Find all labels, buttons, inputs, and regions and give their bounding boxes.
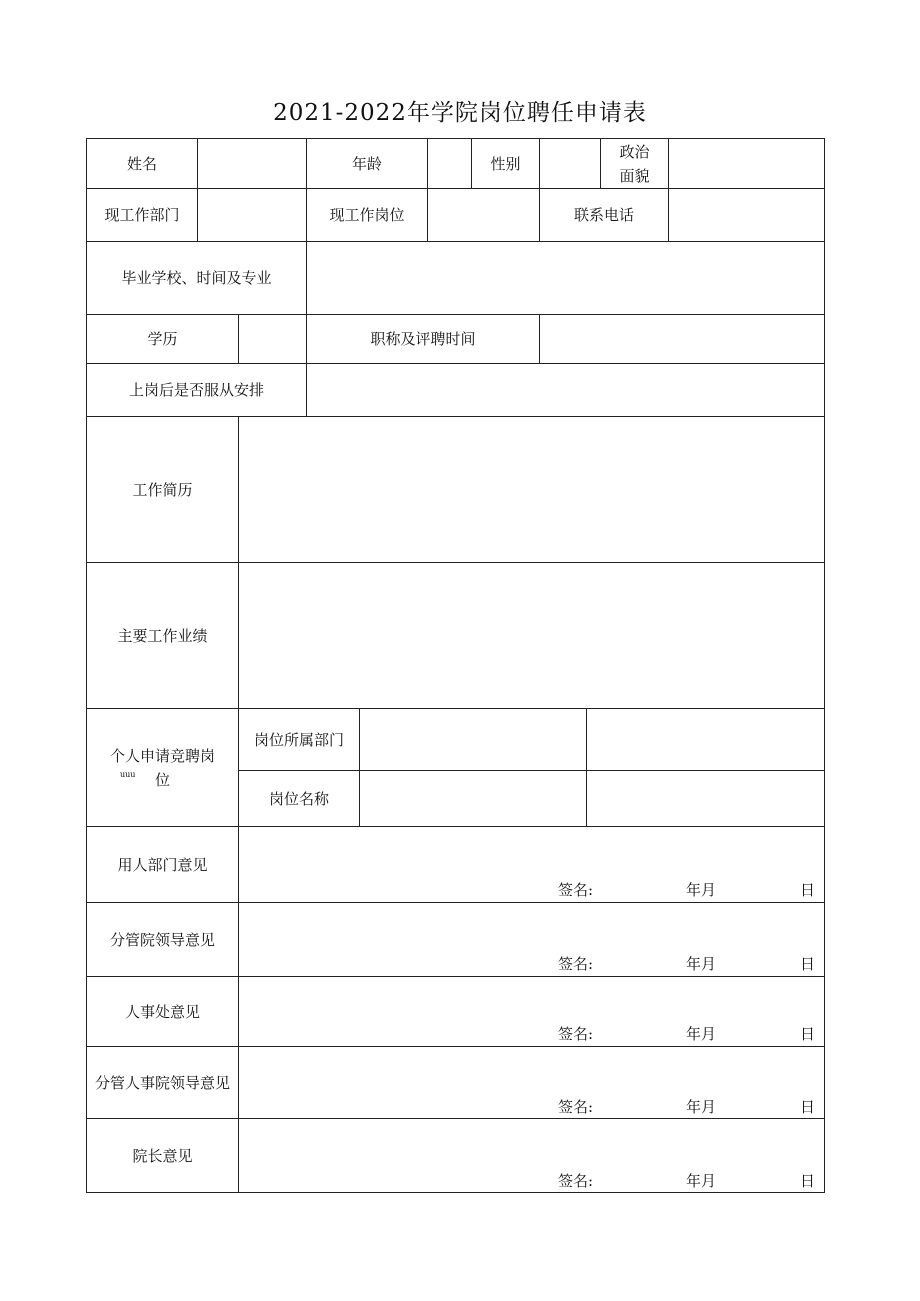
current-dept-label: 现工作部门: [86, 188, 198, 242]
opinion-leader-label: 分管院领导意见: [86, 902, 239, 977]
signature-day: 日: [800, 1098, 816, 1116]
education-label: 学历: [86, 314, 239, 364]
page-title: 2021-2022年学院岗位聘任申请表: [273, 100, 647, 126]
post-name-field[interactable]: [359, 770, 587, 827]
age-label: 年龄: [306, 138, 428, 189]
education-field[interactable]: [238, 314, 307, 364]
current-dept-field[interactable]: [197, 188, 307, 242]
signature-year-month: 年月: [686, 1098, 717, 1116]
signature-label: 签名:: [558, 1025, 594, 1043]
resume-field[interactable]: [238, 416, 825, 563]
signature-label: 签名:: [558, 955, 594, 973]
signature-label: 签名:: [558, 881, 594, 899]
post-dept-extra-field[interactable]: [586, 708, 825, 771]
signature-year-month: 年月: [686, 955, 717, 973]
current-post-label: 现工作岗位: [306, 188, 428, 242]
opinion-hr-field[interactable]: [238, 976, 825, 1047]
graduation-field[interactable]: [306, 241, 825, 315]
achievements-field[interactable]: [238, 562, 825, 709]
signature-label: 签名:: [558, 1098, 594, 1116]
post-name-extra-field[interactable]: [586, 770, 825, 827]
phone-label: 联系电话: [539, 188, 669, 242]
post-dept-label: 岗位所属部门: [238, 708, 360, 771]
name-label: 姓名: [86, 138, 198, 189]
resume-label: 工作简历: [86, 416, 239, 563]
opinion-hr-leader-field[interactable]: [238, 1046, 825, 1119]
title-time-label: 职称及评聘时间: [306, 314, 540, 364]
opinion-employer-label: 用人部门意见: [86, 826, 239, 903]
current-post-field[interactable]: [427, 188, 540, 242]
post-dept-field[interactable]: [359, 708, 587, 771]
graduation-label: 毕业学校、时间及专业: [86, 241, 307, 315]
title-time-field[interactable]: [539, 314, 825, 364]
signature-year-month: 年月: [686, 1025, 717, 1043]
signature-label: 签名:: [558, 1172, 594, 1190]
achievements-label: 主要工作业绩: [86, 562, 239, 709]
obey-field[interactable]: [306, 363, 825, 417]
signature-day: 日: [800, 1025, 816, 1043]
signature-year-month: 年月: [686, 881, 717, 899]
opinion-president-field[interactable]: [238, 1118, 825, 1193]
signature-day: 日: [800, 881, 816, 899]
political-label: 政治面貌: [600, 138, 669, 189]
opinion-employer-field[interactable]: [238, 826, 825, 903]
signature-year-month: 年月: [686, 1172, 717, 1190]
signature-day: 日: [800, 955, 816, 973]
opinion-leader-field[interactable]: [238, 902, 825, 977]
phone-field[interactable]: [668, 188, 825, 242]
gender-field[interactable]: [539, 138, 601, 189]
name-field[interactable]: [197, 138, 307, 189]
age-field[interactable]: [427, 138, 472, 189]
post-name-label: 岗位名称: [238, 770, 360, 827]
apply-post-label: 个人申请竞聘岗位: [86, 708, 239, 827]
opinion-president-label: 院长意见: [86, 1118, 239, 1193]
political-field[interactable]: [668, 138, 825, 189]
opinion-hr-label: 人事处意见: [86, 976, 239, 1047]
garbled-mark: uuu: [120, 770, 136, 779]
opinion-hr-leader-label: 分管人事院领导意见: [86, 1046, 239, 1119]
gender-label: 性别: [471, 138, 540, 189]
obey-label: 上岗后是否服从安排: [86, 363, 307, 417]
signature-day: 日: [800, 1172, 816, 1190]
